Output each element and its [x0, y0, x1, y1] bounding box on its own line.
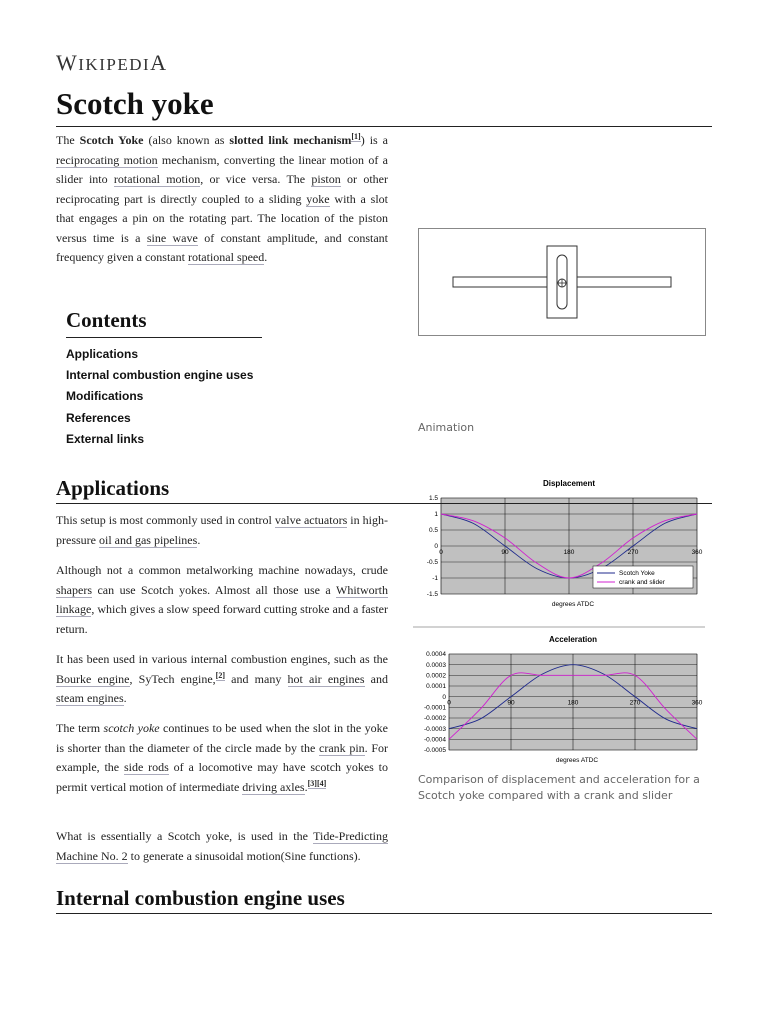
intro-text: with a slot that engages a pin on the rotating part. The location of the piston versus time is a — [56, 191, 388, 245]
reference-link-2[interactable]: [2] — [215, 670, 225, 680]
para-text: Although not a common metalworking machine nowadays, crude — [56, 563, 388, 577]
x-tick-label: 360 — [691, 699, 703, 707]
para-text: . — [123, 691, 127, 705]
link-whitworth-linkage[interactable]: Whitworth linkage — [56, 582, 388, 616]
x-tick-label: 180 — [563, 549, 575, 556]
y-tick-label: 1.5 — [428, 495, 438, 503]
link-driving-axles[interactable]: driving axles — [242, 779, 305, 794]
para-text: can use Scotch yokes. Almost all those use a — [92, 582, 336, 597]
wikipedia-wordmark[interactable] — [56, 50, 168, 76]
link-rotational-speed[interactable]: rotational speed — [187, 250, 265, 264]
link-crank-pin[interactable]: crank pin — [319, 740, 365, 755]
page-title: Scotch yoke — [56, 86, 214, 121]
intro-text: mechanism, converting the linear motion of a slider into — [56, 152, 388, 186]
para-text: . — [197, 532, 201, 547]
chart-title: Acceleration — [548, 635, 598, 644]
wordmark-middle: IKIPEDI — [78, 55, 151, 74]
y-tick-label: 1 — [434, 511, 438, 519]
intro-bold-slotted-link: slotted link mechanism — [229, 133, 352, 147]
toc-item-modifications[interactable]: Modifications — [66, 389, 144, 404]
applications-paragraph-4 — [56, 719, 388, 797]
link-side-rods[interactable]: side rods — [123, 760, 169, 774]
intro-text: The — [56, 133, 80, 147]
link-tide-predicting-machine[interactable]: Tide-Predicting Machine No. 2 — [56, 829, 388, 863]
chart-caption-line-2: Scotch yoke compared with a crank and slider — [418, 789, 673, 802]
y-tick-label: 0.0004 — [426, 651, 446, 659]
y-tick-label: 0.0001 — [426, 683, 446, 691]
x-axis-label: degrees ATDC — [555, 757, 599, 764]
x-tick-label: 90 — [507, 699, 515, 707]
intro-text: (also known as — [143, 133, 230, 147]
para-text: The term — [56, 721, 104, 735]
y-tick-label: -0.0002 — [423, 715, 446, 723]
link-hot-air-engines[interactable]: hot air engines — [287, 671, 365, 686]
y-tick-label: -0.0003 — [423, 725, 446, 733]
intro-text: of constant amplitude, and constant frequency given a constant — [56, 230, 388, 264]
chart-caption-line-1: Comparison of displacement and acceleration for a — [418, 773, 700, 786]
para-text: to generate a sinusoidal motion(Sine functions). — [127, 848, 361, 863]
section-heading-internal-combustion: Internal combustion engine uses — [56, 886, 345, 910]
applications-rule — [56, 503, 712, 504]
intro-text: . — [264, 250, 268, 264]
link-oil-gas-pipelines[interactable]: oil and gas pipelines — [98, 532, 198, 547]
link-rotational-motion[interactable]: rotational motion — [113, 172, 201, 186]
x-tick-label: 180 — [567, 699, 579, 707]
para-text: of a locomotive may have scotch yokes to permit vertical motion of intermediate — [56, 760, 389, 794]
y-tick-label: 0.0003 — [426, 661, 446, 669]
para-text: in high-pressure — [56, 513, 388, 547]
table-of-contents — [66, 308, 262, 450]
y-tick-label: -1 — [432, 575, 438, 583]
link-yoke[interactable]: yoke — [306, 191, 330, 206]
internal-combustion-rule — [56, 913, 712, 914]
para-text: It has been used in various internal combustion engines, such as the — [56, 652, 388, 666]
y-tick-label: -1.5 — [426, 591, 438, 599]
para-text: . For example, the — [56, 740, 389, 774]
y-tick-label: 0 — [434, 543, 438, 551]
y-tick-label: 0 — [442, 693, 446, 701]
legend-entry: crank and slider — [619, 579, 665, 587]
toc-heading: Contents — [66, 308, 262, 338]
italic-scotch-yoke: scotch yoke — [103, 721, 160, 735]
animation-caption: Animation — [418, 421, 475, 434]
reference-link-1[interactable]: [1] — [351, 132, 361, 141]
wordmark-a: A — [150, 50, 168, 75]
y-tick-label: -0.0004 — [423, 736, 446, 744]
para-text: What is essentially a Scotch yoke, is used in the — [56, 829, 314, 843]
para-text: and — [364, 671, 388, 686]
toc-item-internal-combustion[interactable]: Internal combustion engine uses — [66, 368, 254, 383]
animation-figure — [418, 228, 706, 336]
intro-text: or other reciprocating part is directly coupled to a sliding — [56, 172, 388, 206]
link-reciprocating-motion[interactable]: reciprocating motion — [56, 152, 158, 167]
applications-paragraph-1 — [56, 511, 388, 550]
x-tick-label: 90 — [501, 549, 509, 556]
toc-list — [66, 344, 262, 450]
intro-text: ) is a — [360, 133, 389, 147]
link-steam-engines[interactable]: steam engines — [56, 691, 124, 705]
x-tick-label: 0 — [447, 699, 451, 707]
intro-text: , or vice versa. The — [200, 172, 312, 186]
chart-caption — [418, 772, 700, 804]
applications-paragraph-5 — [56, 827, 388, 866]
acceleration-chart — [424, 635, 703, 764]
applications-paragraph-3 — [56, 650, 388, 709]
x-axis-label: degrees ATDC — [551, 601, 595, 608]
wordmark-w: W — [56, 50, 79, 75]
scotch-yoke-animation-drawing — [419, 229, 705, 335]
para-text: and many — [224, 671, 288, 686]
displacement-chart — [427, 479, 703, 608]
y-tick-label: -0.0005 — [423, 747, 446, 755]
para-text: , SyTech engine, — [129, 671, 216, 686]
y-tick-label: -0.0001 — [423, 704, 446, 712]
x-tick-label: 270 — [627, 549, 639, 556]
para-text: , which gives a slow speed forward cutting stroke and a faster return. — [56, 602, 388, 636]
para-text: . — [304, 779, 308, 794]
link-sine-wave[interactable]: sine wave — [146, 230, 198, 245]
section-heading-applications: Applications — [56, 476, 170, 500]
y-tick-label: 0.5 — [428, 527, 438, 535]
intro-paragraph — [56, 131, 388, 268]
y-tick-label: -0.5 — [426, 559, 438, 567]
comparison-charts — [405, 474, 705, 774]
para-text: This setup is most commonly used in control — [56, 513, 275, 527]
title-rule — [56, 126, 712, 127]
x-tick-label: 0 — [439, 549, 443, 556]
y-tick-label: 0.0002 — [426, 672, 446, 680]
toc-item-external-links[interactable]: External links — [66, 431, 145, 446]
link-shapers[interactable]: shapers — [56, 582, 92, 597]
reference-link-3-4[interactable]: [3][4] — [307, 778, 327, 788]
x-tick-label: 360 — [691, 549, 703, 556]
link-valve-actuators[interactable]: valve actuators — [274, 513, 348, 527]
toc-item-references[interactable]: References — [66, 410, 131, 425]
intro-bold-scotch-yoke: Scotch Yoke — [79, 133, 144, 147]
link-bourke-engine[interactable]: Bourke engine — [56, 671, 130, 686]
para-text: continues to be used when the slot in the yoke is shorter than the diameter of the circle made by the — [56, 721, 388, 755]
x-tick-label: 270 — [629, 699, 641, 707]
applications-paragraph-2 — [56, 561, 388, 639]
toc-item-applications[interactable]: Applications — [66, 347, 139, 361]
legend-entry: Scotch Yoke — [619, 570, 655, 578]
link-piston[interactable]: piston — [311, 172, 341, 186]
chart-title: Displacement — [542, 479, 596, 488]
